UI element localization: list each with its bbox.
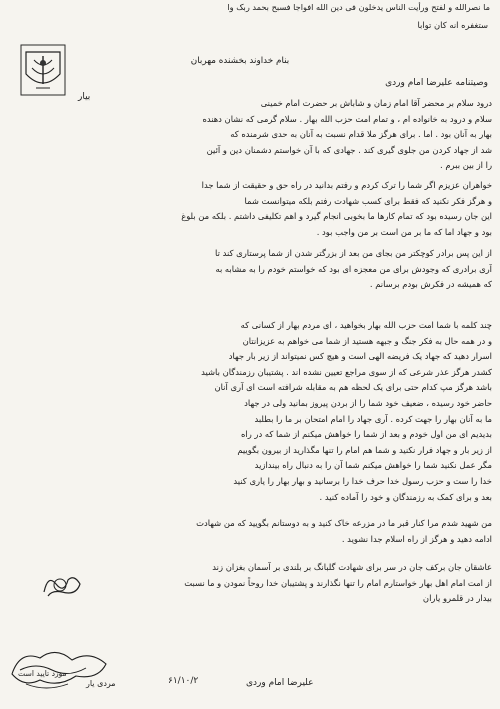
text-line: کشدر هرگز عذر شرعی که از سوی مراجع تعیین نشده اند . پشتیبان رزمندگان باشید xyxy=(201,366,492,377)
emblem-logo-icon xyxy=(20,44,66,96)
text-line: را از بین ببرم . xyxy=(440,160,492,171)
text-line: آری برادری که وجودش برای من معجزه ای بود که خواستم خودم را به مشابه به xyxy=(215,263,492,274)
text-line: و در همه حال به فکر جنگ و جبهه هستید از شما می خواهم به عزیزانتان xyxy=(242,335,492,346)
text-line: بعد و برای کمک به رزمندگان و خود را آماده کنید . xyxy=(319,491,492,502)
text-line: از امت امام اهل بهار خواستارم امام را تنها نگذارند و پشتیبان خدا روحاً نمودن و ما نسبت xyxy=(184,577,492,588)
text-line: خدا را ست و حزب رسول خدا حرف خدا را برسانید و بهار بهار را یاری کنید xyxy=(233,475,492,486)
text-line: ما به آنان بهار را جهت کرده . آری جهاد را امام امتحان بر ما را بطلبد xyxy=(254,413,492,424)
text-line: بیدار در قلمرو یاران xyxy=(422,593,492,604)
text-line: از زیر بار و جهاد فرار نکنید و شما هم امام را تنها مگذارید از بیرون بگوییم xyxy=(237,444,492,455)
text-line: شد از جهاد کردن من جلوی گیری کند . جهادی که با آن خواستم دشمنان دین و آئین xyxy=(206,144,492,155)
sign-off-name: علیرضا امام وردی xyxy=(246,678,314,688)
text-line: درود سلام بر محضر آقا امام زمان و شاباش بر حضرت امام خمینی xyxy=(260,98,492,108)
text-line: سلام و درود به خانواده ام ، و تمام امت حزب الله بهار . سلام گرمی که نشان دهنده xyxy=(202,113,492,124)
header-verse-line-1: ما نصرالله و لفتح ورأیت الناس یدخلون فی دین الله افواجا فسبح بحمد ربک وا xyxy=(227,2,490,12)
text-line: چند کلمه با شما امت حزب الله بهار بخواهید ، ای مردم بهار از کسانی که xyxy=(240,320,492,330)
paragraph-people-of-bahar xyxy=(6,318,492,505)
paragraph-burial-request xyxy=(6,516,492,547)
basmala-heading: بنام خداوند بخشنده مهربان xyxy=(190,56,290,66)
text-line: باشد هرگز مپ کدام حتی برای یک لحظه هم به مقابله شرافته است ای آری آنان xyxy=(214,382,492,393)
text-line: بود و جهاد اما که ما بر من است بر من واجب بود . xyxy=(316,226,492,237)
text-line: که همیشه در فکرش بودم برسانم . xyxy=(369,279,492,290)
text-line: اسرار دهید که جهاد یک فریضه الهی است و هیچ کس نمیتواند از زیر بار جهاد xyxy=(228,351,492,362)
document-title: وصیتنامه علیرضا امام وردی xyxy=(385,78,488,88)
paragraph-brother xyxy=(6,246,492,293)
margin-note: بیار xyxy=(78,92,91,102)
text-line: مگر عمل نکنید شما را خواهش میکنم شما آن را به دنبال راه بیندازید xyxy=(254,460,492,471)
text-line: خواهران عزیزم اگر شما را ترک کردم و رفتم بدانید در راه حق و حقیقت از شما جدا xyxy=(201,180,492,190)
text-line: این جان رسیده بود که تمام کارها ما بخوبی انجام گیرد و اهم تکلیفی داشتم . بلکه من بلوغ xyxy=(181,211,492,222)
text-line: و هرگز فکر نکنید که فقط برای کسب شهادت رفتم بلکه میتوانست شما xyxy=(244,195,492,206)
header-verse-line-2: ستغفره انه کان توابا xyxy=(417,20,488,30)
signature-mark-icon xyxy=(40,570,86,600)
text-line: بدیدیم ای من اول خودم و بعد از شما را خواهش میکنم از شما که در راه xyxy=(241,429,492,440)
text-line: عاشقان جان برکف جان در سر برای شهادت گلبانگ بر بلندی بر آسمان بغزان زند xyxy=(212,562,492,572)
text-line: ادامه دهید و هرگز از راه اسلام جدا نشوید . xyxy=(341,533,492,544)
sign-off-date: ۶۱/۱۰/۲ xyxy=(168,676,199,686)
text-line: حاضر خود رسیده ، ضعیف خود شما را از بردن پیروز بمانید ولی در جهاد xyxy=(244,397,492,408)
paragraph-greetings xyxy=(6,96,492,174)
text-line: من شهید شدم مرا کنار قبر ما در مزرعه خاک کنید و به دوستانم بگویید که من شهادت xyxy=(196,518,492,528)
bottom-left-note: مردی یار xyxy=(86,679,116,688)
text-line: بهار به آنان بود . اما . برای هرگز ملا قدام نسبت به آنان به حدی شرمنده که xyxy=(230,129,492,140)
stamp-text: مورد تایید است xyxy=(18,669,67,678)
paragraph-sisters xyxy=(6,178,492,240)
text-line: از این پس برادر کوچکتر من بجای من بعد از بزرگتر شدن از شما پرستاری کند تا xyxy=(215,248,492,258)
